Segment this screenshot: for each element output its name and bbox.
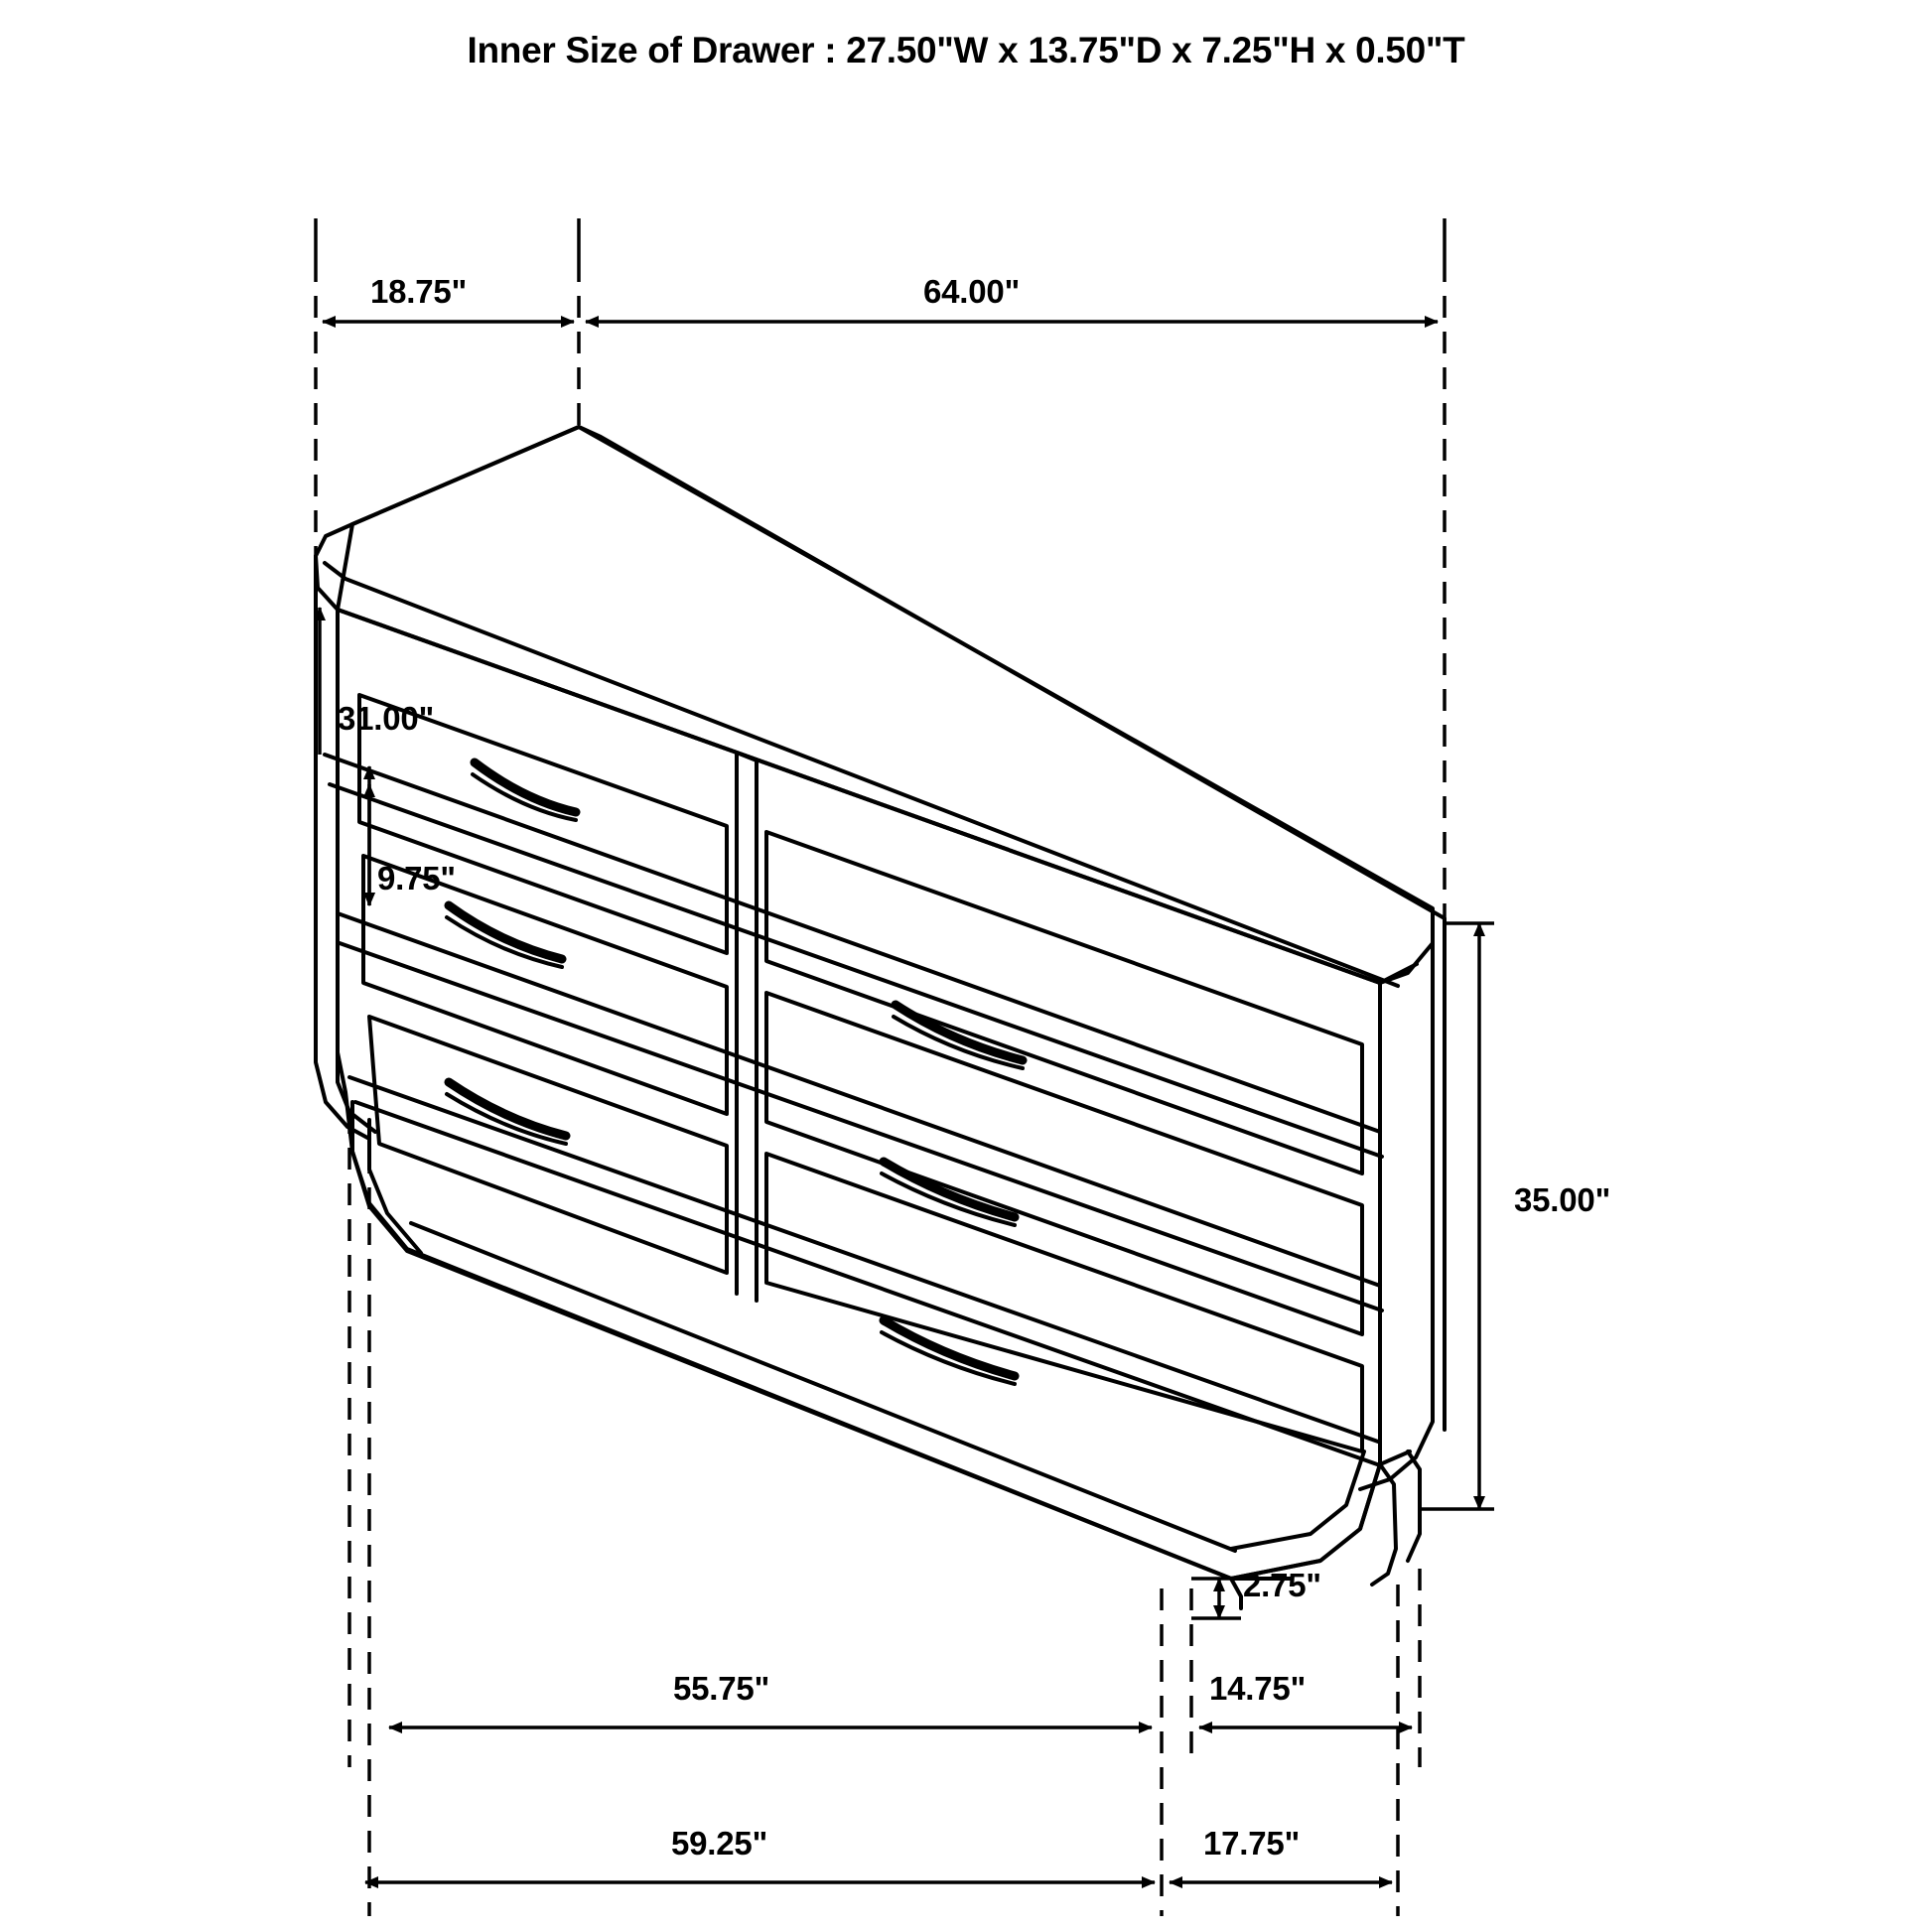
dim-label-base-front-width: 55.75"	[673, 1670, 770, 1707]
base-bottom-edge	[411, 1223, 1235, 1551]
dim-label-overall-side-depth: 17.75"	[1203, 1825, 1301, 1862]
handle-left-bottom[interactable]	[449, 1082, 566, 1136]
dim-label-overall-front-width: 59.25"	[671, 1825, 768, 1862]
dim-label-width-top: 64.00"	[923, 273, 1021, 310]
dim-label-drawer-front-height: 9.75"	[377, 860, 456, 897]
dimension-lines	[316, 218, 1494, 1916]
handle-right-bottom-shadow	[882, 1332, 1015, 1384]
right-front-corner	[1380, 964, 1417, 983]
handle-right-top[interactable]	[896, 1005, 1023, 1060]
right-front-bottom-corner	[1380, 1451, 1410, 1464]
drawer-divider-1	[325, 755, 1380, 1132]
drawer-face-left-bottom	[369, 1017, 727, 1273]
dim-label-base-side-depth: 14.75"	[1209, 1670, 1307, 1707]
dim-label-leg-height: 2.75"	[1243, 1567, 1321, 1603]
front-face-outline	[338, 610, 1380, 1579]
base-right-band-inner	[1231, 1451, 1364, 1549]
base-right-band	[1231, 1464, 1380, 1579]
dim-label-depth-top: 18.75"	[370, 273, 468, 310]
left-side-panel	[316, 556, 369, 1139]
dim-label-front-height: 31.00"	[338, 700, 435, 737]
top-left-corner-edge	[338, 524, 352, 610]
top-back-edge	[352, 427, 579, 524]
drawer-face-right-top	[766, 832, 1362, 1173]
page-title: Inner Size of Drawer : 27.50"W x 13.75"D x 7.25"H x 0.50"T	[467, 30, 1465, 70]
leg-right-outer	[1408, 1451, 1420, 1561]
dresser-body	[316, 427, 1445, 1608]
dim-label-overall-height: 35.00"	[1514, 1181, 1611, 1218]
right-side-panel	[1360, 943, 1433, 1489]
leg-front	[1231, 1579, 1241, 1608]
top-rear-profile	[579, 427, 1445, 955]
handle-right-middle[interactable]	[884, 1162, 1015, 1217]
